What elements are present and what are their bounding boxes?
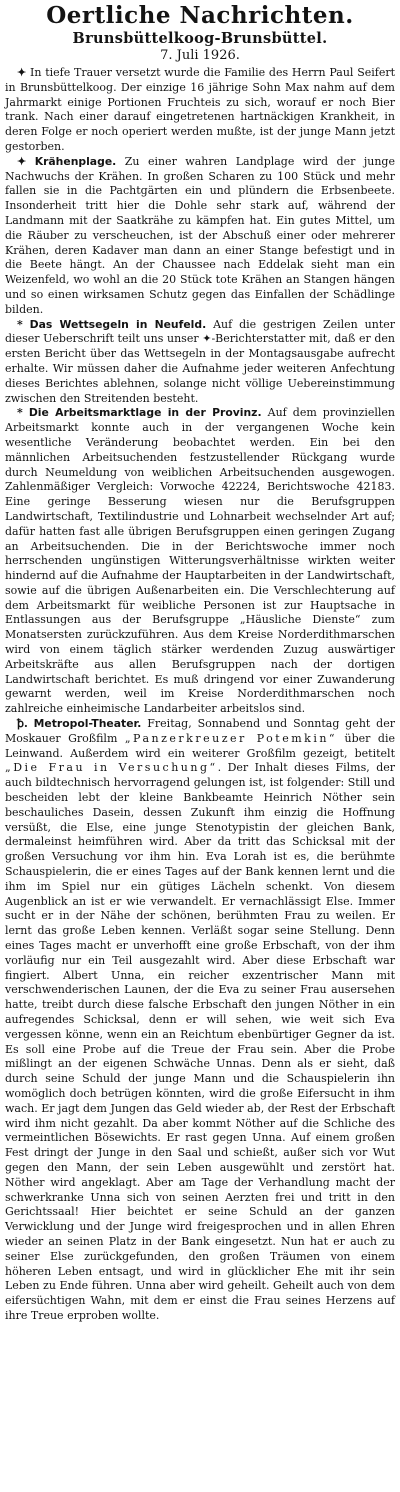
article-lead: Metropol-Theater.	[33, 717, 142, 731]
article-text: Auf dem provinziellen Arbeitsmarkt konnte auch in der vergangenen Woche kein wesentliche Veränderung beobachtet werden. Ein bei den männlichen Arbeitsuchenden festzustellender Rückgang wurde durch Neumeldung von weiblichen Arbeitsuchenden ausgewogen. Zahlenmäßiger Vergleich: Vorwoche 42224, Berichtswoche 42183. Eine geringe Besserung wiesen nur die Berufsgruppen Landwirtschaft, Textilindustrie und Lohnarbeit wechselnder Art auf; dafür hatten fast alle übrigen Berufsgruppen einen geringen Zugang an Arbeitsuchenden. Die in der Berichtswoche immer noch herrschenden ungünstigen Witterungsverhältnisse wirkten weiter hindernd auf die Aufnahme der Hauptarbeiten in der Landwirtschaft, sowie auf die übrigen Außenarbeiten ein. Die Verschlechterung auf dem Arbeitsmarkt für weibliche Personen ist zur Hauptsache in Entlassungen aus der Berufsgruppe „Häusliche Dienste“ zum Monatsersten zurückzuführen. Aus dem Kreise Norderdithmarschen wird von einem täglich stärker werdenden Zuzug auswärtiger Arbeitskräfte aus allen Berufsgruppen nach der dortigen Landwirtschaft berichtet. Es muß dringend vor einer Zuwanderung gewarnt werden, weil im Kreise Norderdithmarschen noch zahlreiche einheimische Landarbeiter arbeitslos sind.	[5, 406, 396, 716]
article-text: In tiefe Trauer versetzt wurde die Familie des Herrn Paul Seifert in Brunsbüttelkoog. Der einzige 16 jährige Sohn Max nahm auf dem Jahrmarkt einige Portionen Fruchteis zu sich, worauf er noch Bier trank. Nach einer darauf eingetretenen hartnäckigen Krankheit, in deren Folge er noch operiert werden mußte, ist der junge Mann jetzt gestorben.	[5, 66, 396, 153]
article-kraehenplage	[5, 155, 395, 318]
article-text: . Der Inhalt dieses Films, der auch bildtechnisch hervorragend gelungen ist, ist folgender: Still und bescheiden lebt der kleine Bankbeamte Heinrich Nöther sein beschauliches Dasein, dessen Zukunft ihm einzig die Hoffnung versüßt, die Else, eine junge Stenotypistin der gleichen Bank, dermaleinst heimführen wird. Aber da tritt das Schicksal mit der großen Versuchung vor ihm hin. Eva Lorah ist es, die berühmte Schauspielerin, die er eines Tages auf der Bank kennen lernt und die ihm im Spiel nur ein gütiges Lächeln schenkt. Von diesem Augenblick an ist er wie verwandelt. Er vernachlässigt Else. Immer sucht er in der Nähe der schönen, berühmten Frau zu weilen. Er lernt das große Leben kennen. Verläßt sogar seine Stellung. Denn eines Tages macht er unverhofft eine große Erbschaft, von der ihm vorläufig nur ein Teil ausgezahlt wird. Aber diese Erbschaft war fingiert. Albert Unna, ein reicher exzentrischer Mann mit verschwenderischen Launen, der die Eva zu seiner Frau ausersehen hatte, treibt durch diese falsche Erbschaft den jungen Nöther in ein aufregendes Schicksal, denn er will sehen, wie weit sich Eva vergessen könne, wenn ein an Reichtum ebenbürtiger Gegner da ist. Es soll eine Probe auf die Treue der Frau sein. Aber die Probe mißlingt an der eigenen Schwäche Unnas. Denn als er sieht, daß durch seine Schuld der junge Mann und die Schauspielerin ihn womöglich doch betrügen könnten, wird die große Eifersucht in ihm wach. Er jagt dem Jungen das Geld wieder ab, der Rest der Erbschaft wird ihm nicht gezahlt. Da aber kommt Nöther auf die Schliche des vermeintlichen Bösewichts. Er rast gegen Unna. Auf einem großen Fest dringt der Junge in den Saal und schießt, außer sich vor Wut gegen den Mann, der sein Leben ausgewühlt und zerstört hat. Nöther wird angeklagt. Aber am Tage der Verhandlung macht der schwerkranke Unna sich von seinen Aerzten frei und tritt in den Gerichtssaal! Hier beichtet er seine Schuld an der ganzen Verwicklung und der Junge wird freigesprochen und in allen Ehren wieder an seinen Platz in der Bank eingesetzt. Nun hat er auch zu seiner Else zurückgefunden, den großen Träumen von einem höheren Leben entsagt, und wird in glücklicher Ehe mit ihr sein Leben zu Ende führen. Unna aber wird geheilt. Geheilt auch von dem eifersüchtigen Wahn, mit dem er einst die Frau seines Herzens auf ihre Treue erproben wollte.	[5, 761, 396, 1322]
article-lead: Das Wettsegeln in Neufeld.	[29, 317, 207, 331]
asterisk-bullet-icon: *	[17, 317, 23, 331]
film-title-frau-in-versuchung: „Die Frau in Versuchung“	[5, 761, 218, 775]
asterisk-bullet-icon: *	[17, 406, 23, 420]
dateline: 7. Juli 1926.	[160, 48, 240, 63]
star-bullet-icon: ✦	[17, 154, 27, 168]
abbreviation-mark: ꝥ.	[17, 717, 28, 731]
article-lead: Krähenplage.	[34, 154, 117, 168]
article-text: Auf die gestrigen Zeilen unter dieser Ueberschrift teilt uns unser ✦-Berichterstatter mit, daß er den ersten Bericht über das Wettsegeln in der Montagsausgabe aufrecht erhalte. Wir müssen daher die Aufnahme jeder weiteren Anfechtung dieses Berichtes ablehnen, solange nicht völlige Uebereinstimmung zwischen den Streitenden besteht.	[5, 317, 396, 405]
article-text: Zu einer wahren Landplage wird der junge Nachwuchs der Krähen. In großen Scharen zu 100 Stück und mehr fallen sie in die Pachtgärten ein und plündern die Erbsenbeete. Insonderheit tritt hier die Dohle sehr stark auf, während der Landmann mit der Saatkrähe zu kämpfen hat. Ein gutes Mittel, um die Räuber zu verscheuchen, ist der Abschuß einer oder mehrerer Krähen, deren Kadaver man dann an einer Stange befestigt und in die Beete hängt. An der Chaussee nach Eddelak sieht man ein Weizenfeld, wo wohl an die 20 Stück tote Krähen an Stangen hängen und so einen wirksamen Schutz gegen das Einfallen der Schädlinge bilden.	[5, 154, 395, 316]
article-wettsegeln	[5, 318, 395, 407]
article-lead: Die Arbeitsmarktlage in der Provinz.	[28, 406, 262, 420]
article-metropol-theater	[5, 717, 395, 1324]
place-heading: Brunsbüttelkoog-Brunsbüttel.	[72, 30, 328, 47]
film-title-potemkin: „Panzerkreuzer Potemkin“	[124, 731, 338, 745]
newspaper-page	[5, 0, 395, 1324]
article-text: Freitag, Sonnabend und Sonntag geht der Moskauer Großfilm	[5, 717, 395, 745]
article-trauer	[5, 66, 395, 155]
star-bullet-icon: ✦	[17, 66, 27, 79]
section-title: Oertliche Nachrichten.	[46, 2, 354, 29]
article-arbeitsmarkt	[5, 406, 395, 717]
article-text: über die Leinwand. Außerdem wird ein weiterer Großfilm gezeigt, betitelt	[5, 731, 395, 760]
